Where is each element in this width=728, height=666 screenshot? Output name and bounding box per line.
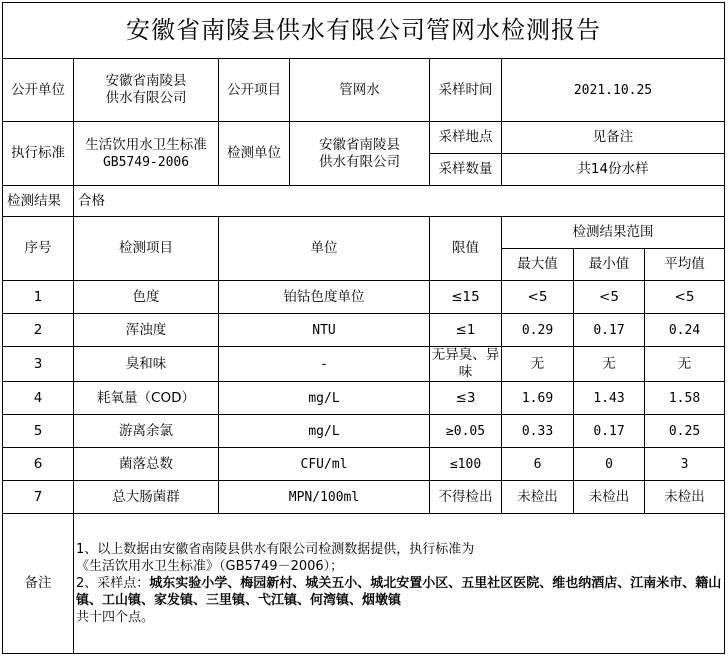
standard-line1: 生活饮用水卫生标准 bbox=[85, 136, 207, 153]
publisher-line1: 安徽省南陵县 bbox=[105, 73, 187, 89]
header-range: 检测结果范围 bbox=[502, 217, 725, 249]
row-item: 臭和味 bbox=[74, 347, 219, 382]
row-unit: - bbox=[219, 347, 430, 382]
header-no: 序号 bbox=[3, 217, 74, 281]
project-value: 管网水 bbox=[290, 59, 430, 122]
sample-place-label: 采样地点 bbox=[430, 122, 502, 154]
result-label: 检测结果 bbox=[3, 186, 74, 217]
standard-label: 执行标准 bbox=[3, 122, 74, 186]
row-limit: ≥0.05 bbox=[430, 415, 502, 448]
row-limit: ≤1 bbox=[430, 314, 502, 347]
remarks-content bbox=[74, 514, 725, 654]
row-no: 6 bbox=[3, 448, 74, 481]
row-min: 无 bbox=[574, 347, 645, 382]
sample-place-value: 见备注 bbox=[502, 122, 725, 154]
row-avg: 0.25 bbox=[645, 415, 725, 448]
remarks-line4: 共十四个点。 bbox=[76, 610, 155, 625]
row-avg: 0.24 bbox=[645, 314, 725, 347]
row-item: 色度 bbox=[74, 281, 219, 314]
row-unit: mg/L bbox=[219, 415, 430, 448]
row-limit: 无异臭、异味 bbox=[430, 347, 502, 382]
row-max: 无 bbox=[502, 347, 574, 382]
table-row bbox=[3, 382, 725, 415]
row-unit: CFU/ml bbox=[219, 448, 430, 481]
remarks-sampling-points: 城东实验小学、梅园新村、城关五小、城北安置小区、五里社区医院、维也纳酒店、江南米市、籍山镇、工山镇、家发镇、三里镇、弋江镇、何湾镇、烟墩镇 bbox=[76, 576, 722, 608]
table-row bbox=[3, 314, 725, 347]
row-item: 总大肠菌群 bbox=[74, 481, 219, 514]
sample-time-label: 采样时间 bbox=[430, 59, 502, 122]
row-min: <5 bbox=[574, 281, 645, 314]
sample-count-value: 共14份水样 bbox=[502, 154, 725, 186]
row-min: 1.43 bbox=[574, 382, 645, 415]
publisher-label: 公开单位 bbox=[3, 59, 74, 122]
row-min: 0 bbox=[574, 448, 645, 481]
row-no: 1 bbox=[3, 281, 74, 314]
row-item: 游离余氯 bbox=[74, 415, 219, 448]
publisher-value bbox=[74, 59, 219, 122]
row-min: 未检出 bbox=[574, 481, 645, 514]
table-row bbox=[3, 347, 725, 382]
standard-value bbox=[74, 122, 219, 186]
sample-count-label: 采样数量 bbox=[430, 154, 502, 186]
remarks-line1: 1、以上数据由安徽省南陵县供水有限公司检测数据提供，执行标准为 bbox=[76, 542, 475, 557]
publisher-line2: 供水有限公司 bbox=[105, 90, 187, 106]
row-no: 4 bbox=[3, 382, 74, 415]
header-avg: 平均值 bbox=[645, 249, 725, 281]
report-title: 安徽省南陵县供水有限公司管网水检测报告 bbox=[3, 3, 725, 59]
row-limit: 不得检出 bbox=[430, 481, 502, 514]
row-min: 0.17 bbox=[574, 415, 645, 448]
row-item: 菌落总数 bbox=[74, 448, 219, 481]
table-row bbox=[3, 415, 725, 448]
row-unit: MPN/100ml bbox=[219, 481, 430, 514]
lab-label: 检测单位 bbox=[219, 122, 290, 186]
project-label: 公开项目 bbox=[219, 59, 290, 122]
row-max: 6 bbox=[502, 448, 574, 481]
lab-line1: 安徽省南陵县 bbox=[319, 136, 400, 153]
remarks-label: 备注 bbox=[3, 514, 74, 654]
row-avg: 1.58 bbox=[645, 382, 725, 415]
remarks-line3 bbox=[76, 575, 722, 609]
row-limit: ≤15 bbox=[430, 281, 502, 314]
row-item: 浑浊度 bbox=[74, 314, 219, 347]
row-min: 0.17 bbox=[574, 314, 645, 347]
row-max: 1.69 bbox=[502, 382, 574, 415]
report-table bbox=[2, 2, 725, 654]
table-row bbox=[3, 281, 725, 314]
result-value: 合格 bbox=[74, 186, 725, 217]
row-max: 0.29 bbox=[502, 314, 574, 347]
row-unit: mg/L bbox=[219, 382, 430, 415]
row-unit: 铂钴色度单位 bbox=[219, 281, 430, 314]
row-avg: 3 bbox=[645, 448, 725, 481]
row-avg: 无 bbox=[645, 347, 725, 382]
row-unit: NTU bbox=[219, 314, 430, 347]
row-max: 未检出 bbox=[502, 481, 574, 514]
header-limit: 限值 bbox=[430, 217, 502, 281]
remarks-line3-prefix: 2、采样点： bbox=[76, 576, 150, 591]
row-no: 2 bbox=[3, 314, 74, 347]
row-limit: ≤100 bbox=[430, 448, 502, 481]
sample-time-value: 2021.10.25 bbox=[502, 59, 725, 122]
row-no: 7 bbox=[3, 481, 74, 514]
lab-value bbox=[290, 122, 430, 186]
remarks-line2: 《生活饮用水卫生标准》（GB5749－2006）； bbox=[76, 559, 344, 574]
header-max: 最大值 bbox=[502, 249, 574, 281]
row-max: <5 bbox=[502, 281, 574, 314]
row-item: 耗氧量（COD） bbox=[74, 382, 219, 415]
table-row bbox=[3, 481, 725, 514]
row-max: 0.33 bbox=[502, 415, 574, 448]
header-min: 最小值 bbox=[574, 249, 645, 281]
lab-line2: 供水有限公司 bbox=[319, 153, 400, 170]
row-no: 3 bbox=[3, 347, 74, 382]
row-limit: ≤3 bbox=[430, 382, 502, 415]
row-no: 5 bbox=[3, 415, 74, 448]
row-avg: 未检出 bbox=[645, 481, 725, 514]
header-item: 检测项目 bbox=[74, 217, 219, 281]
header-unit: 单位 bbox=[219, 217, 430, 281]
table-row bbox=[3, 448, 725, 481]
standard-line2: GB5749-2006 bbox=[102, 154, 190, 170]
row-avg: <5 bbox=[645, 281, 725, 314]
